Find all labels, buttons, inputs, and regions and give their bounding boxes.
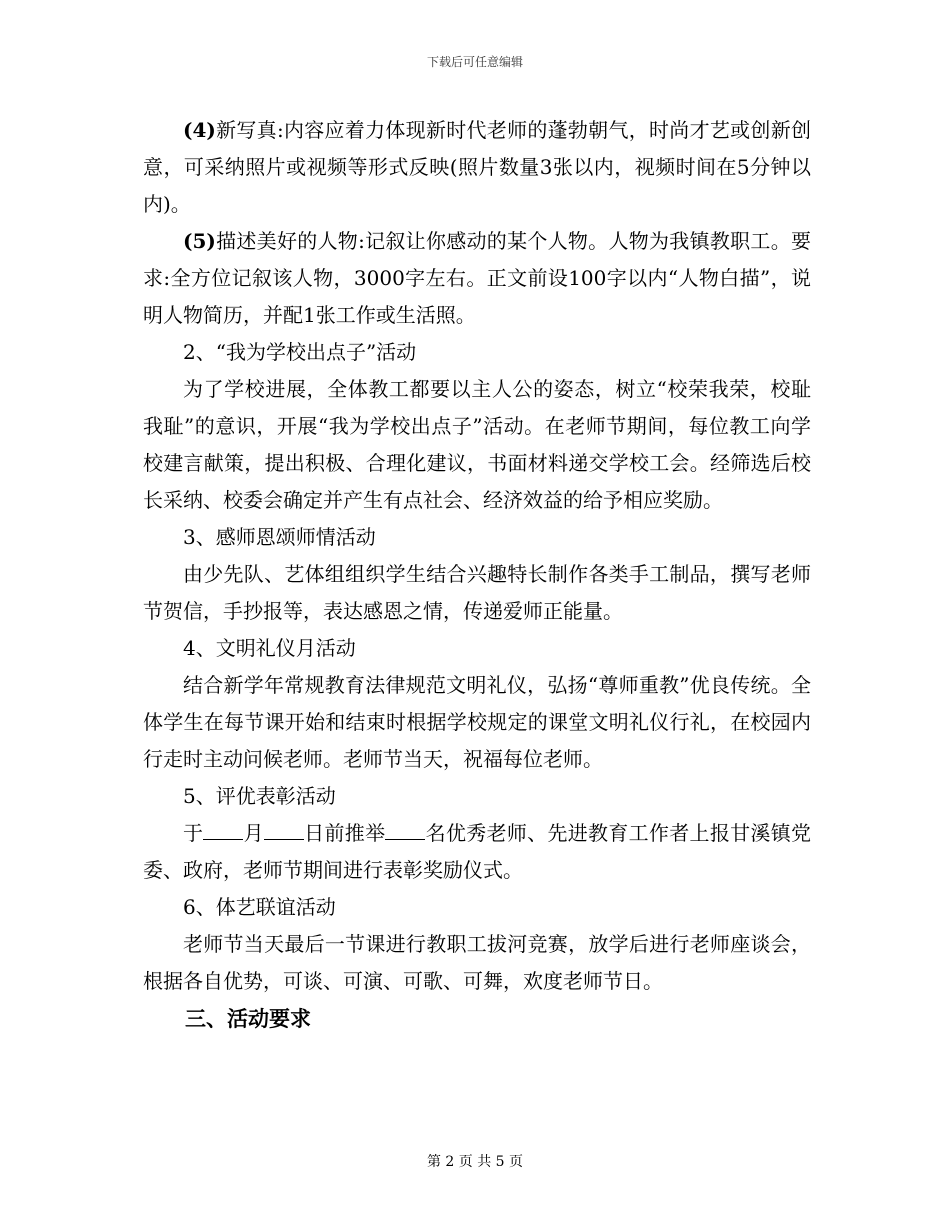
document-body — [143, 112, 811, 1038]
paragraph-activity-5 — [143, 815, 811, 889]
paragraph-activity-3: 由少先队、艺体组组织学生结合兴趣特长制作各类手工制品，撰写老师节贺信，手抄报等，表达感恩之情，传递爱师正能量。 — [143, 562, 811, 623]
item-5-number: (5) — [183, 229, 216, 253]
blank-month — [203, 821, 243, 840]
blank-count — [385, 821, 425, 840]
heading-activity-6: 6、体艺联谊活动 — [183, 895, 336, 919]
heading-activity-5: 5、评优表彰活动 — [183, 784, 336, 808]
p5-part-3: 日前推举 — [303, 821, 386, 845]
item-4-text: 新写真:内容应着力体现新时代老师的蓬勃朝气，时尚才艺或创新创意，可采纳照片或视频等形式反映(照片数量3张以内，视频时间在5分钟以内)。 — [143, 118, 811, 216]
p5-part-2: 月 — [243, 821, 264, 845]
item-4-paragraph — [143, 112, 811, 223]
item-5-paragraph — [143, 223, 811, 334]
section-heading-requirements: 三、活动要求 — [185, 1007, 311, 1031]
paragraph-activity-6: 老师节当天最后一节课进行教职工拔河竞赛，放学后进行老师座谈会，根据各自优势，可谈、可演、可歌、可舞，欢度老师节日。 — [143, 932, 811, 993]
item-5-text: 描述美好的人物:记叙让你感动的某个人物。人物为我镇教职工。要求:全方位记叙该人物，3000字左右。正文前设100字以内“人物白描”，说明人物简历，并配1张工作或生活照。 — [143, 229, 811, 327]
item-4-number: (4) — [183, 118, 216, 142]
paragraph-activity-4: 结合新学年常规教育法律规范文明礼仪，弘扬“尊师重教”优良传统。全体学生在每节课开始和结束时根据学校规定的课堂文明礼仪行礼，在校园内行走时主动问候老师。老师节当天，祝福每位老师。 — [143, 673, 811, 771]
blank-day — [264, 821, 304, 840]
p5-part-1: 于 — [183, 821, 204, 845]
page-header: 下载后可任意编辑 — [426, 55, 523, 69]
heading-activity-3: 3、感师恩颂师情活动 — [183, 525, 376, 549]
page-footer: 第 2 页 共 5 页 — [426, 1154, 524, 1170]
heading-activity-4: 4、文明礼仪月活动 — [183, 636, 356, 660]
paragraph-activity-2: 为了学校进展，全体教工都要以主人公的姿态，树立“校荣我荣，校耻我耻”的意识，开展“我为学校出点子”活动。在老师节期间，每位教工向学校建言献策，提出积极、合理化建议，书面材料递交学校工会。经筛选后校长采纳、校委会确定并产生有点社会、经济效益的给予相应奖励。 — [143, 377, 811, 512]
heading-activity-2: 2、“我为学校出点子”活动 — [183, 340, 417, 364]
p5-part-4: 名优秀老师、先进教育工作者上报甘溪镇党委、政府，老师节期间进行表彰奖励仪式。 — [143, 821, 812, 882]
